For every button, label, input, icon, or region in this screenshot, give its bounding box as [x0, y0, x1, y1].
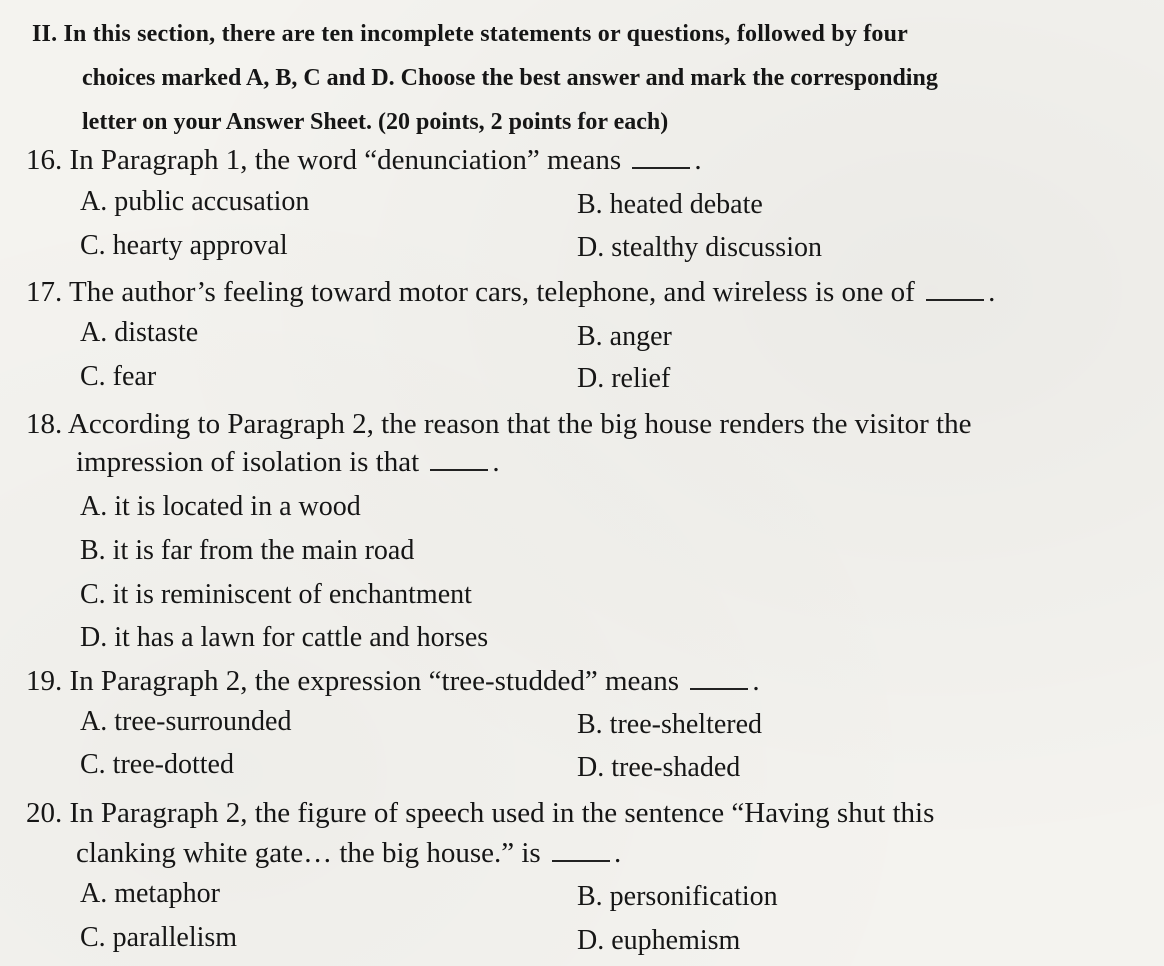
option-b: B. heated debate	[577, 189, 763, 220]
option-d: D. it has a lawn for cattle and horses	[80, 622, 489, 653]
question-stem: According to Paragraph 2, the reason that the big house renders the visitor the	[67, 408, 972, 440]
option-a: A. tree-surrounded	[80, 706, 292, 737]
answer-blank	[430, 445, 488, 471]
question-18	[26, 405, 1136, 481]
option-b: B. tree-sheltered	[577, 709, 763, 740]
question-number: 20.	[26, 797, 63, 829]
question-19	[26, 661, 1136, 701]
section-instructions	[32, 12, 1132, 144]
option-a: A. public accusation	[80, 186, 310, 217]
option-a: A. distaste	[80, 317, 199, 348]
option-c: C. it is reminiscent of enchantment	[80, 579, 472, 610]
stem-end: .	[613, 837, 622, 869]
stem-end: .	[694, 144, 702, 176]
option-c: C. fear	[80, 361, 157, 392]
option-b: B. it is far from the main road	[80, 535, 415, 566]
option-c: C. tree-dotted	[80, 749, 234, 780]
stem-end: .	[988, 276, 996, 308]
question-stem: In Paragraph 2, the figure of speech used in the sentence “Having shut this	[69, 797, 935, 829]
question-number: 18.	[26, 408, 63, 440]
question-stem: The author’s feeling toward motor cars, telephone, and wireless is one of	[68, 276, 915, 308]
question-number: 19.	[26, 665, 63, 697]
question-number: 17.	[26, 276, 63, 308]
question-17	[26, 272, 1136, 312]
option-a: A. metaphor	[80, 878, 220, 909]
stem-end: .	[492, 446, 500, 478]
option-b: B. personification	[577, 881, 778, 912]
question-16	[26, 140, 1136, 180]
section-instructions-line-2: choices marked A, B, C and D. Choose the best answer and mark the corresponding	[82, 65, 938, 91]
option-d: D. stealthy discussion	[577, 232, 822, 263]
section-instructions-line-1: II. In this section, there are ten incomplete statements or questions, followed by four	[32, 21, 909, 47]
question-stem-continued: impression of isolation is that	[76, 446, 420, 478]
option-c: C. hearty approval	[80, 230, 288, 261]
question-number: 16.	[26, 144, 63, 176]
answer-blank	[926, 275, 984, 301]
option-b: B. anger	[577, 321, 672, 352]
question-stem-continued: clanking white gate… the big house.” is	[76, 837, 541, 869]
option-c: C. parallelism	[80, 922, 238, 953]
answer-blank	[632, 143, 690, 169]
option-a: A. it is located in a wood	[80, 491, 361, 522]
answer-blank	[552, 836, 610, 862]
option-d: D. euphemism	[577, 925, 741, 956]
option-d: D. relief	[577, 363, 671, 394]
answer-blank	[690, 664, 748, 690]
question-stem: In Paragraph 1, the word “denunciation” means	[69, 144, 622, 176]
section-instructions-line-3: letter on your Answer Sheet. (20 points, 2 points for each)	[82, 109, 669, 135]
option-d: D. tree-shaded	[577, 752, 741, 783]
question-stem: In Paragraph 2, the expression “tree-studded” means	[69, 665, 680, 697]
stem-end: .	[752, 665, 760, 697]
question-20	[26, 793, 1136, 873]
